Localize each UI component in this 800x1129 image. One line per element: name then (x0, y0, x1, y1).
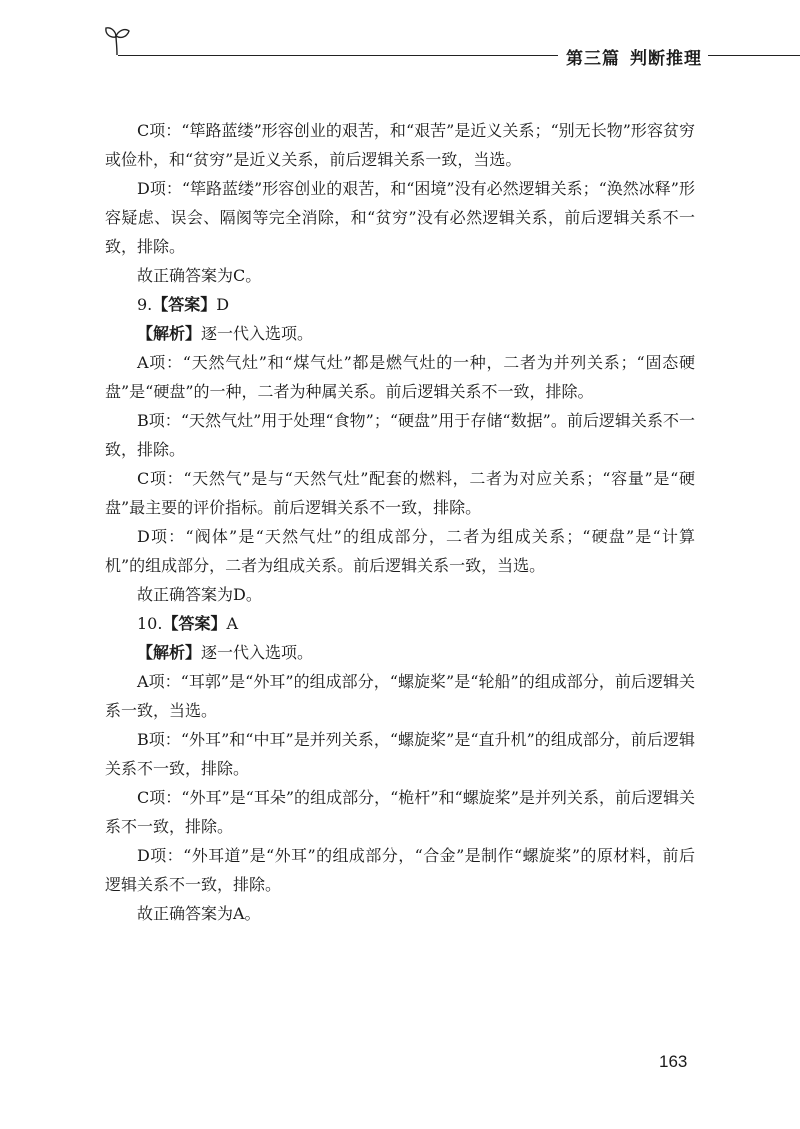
option-paragraph: D项：“外耳道”是“外耳”的组成部分，“合金”是制作“螺旋桨”的原材料，前后逻辑关系不一致，排除。 (105, 846, 695, 894)
conclusion: 故正确答案为C。 (137, 266, 262, 285)
header-rule-left (118, 55, 558, 56)
answer-value: D (216, 295, 230, 314)
section-number: 第三篇 (566, 49, 620, 69)
analysis-tag: 【解析】 (137, 643, 202, 662)
page-body (105, 116, 695, 928)
answer-tag: 【答案】 (162, 614, 227, 633)
answer-value: A (226, 614, 239, 633)
option-paragraph: B项：“天然气灶”用于处理“食物”；“硬盘”用于存储“数据”。前后逻辑关系不一致，排除。 (105, 411, 695, 459)
conclusion: 故正确答案为A。 (137, 904, 261, 923)
conclusion: 故正确答案为D。 (137, 585, 262, 604)
paragraph: C项：“筚路蓝缕”形容创业的艰苦，和“艰苦”是近义关系；“别无长物”形容贫穷或俭朴，和“贫穷”是近义关系，前后逻辑关系一致，当选。 (105, 121, 695, 169)
page-header (0, 0, 800, 80)
option-paragraph: B项：“外耳”和“中耳”是并列关系，“螺旋桨”是“直升机”的组成部分，前后逻辑关系不一致，排除。 (105, 730, 695, 778)
page-number: 163 (659, 1052, 688, 1071)
question-9-analysis (105, 319, 695, 348)
option-paragraph: A项：“天然气灶”和“煤气灶”都是燃气灶的一种，二者为并列关系；“固态硬盘”是“硬盘”的一种，二者为种属关系。前后逻辑关系不一致，排除。 (105, 353, 695, 401)
option-paragraph: D项：“阀体”是“天然气灶”的组成部分，二者为组成关系；“硬盘”是“计算机”的组成部分，二者为组成关系。前后逻辑关系一致，当选。 (105, 527, 695, 575)
option-paragraph: C项：“天然气”是与“天然气灶”配套的燃料，二者为对应关系；“容量”是“硬盘”最主要的评价指标。前后逻辑关系不一致，排除。 (105, 469, 695, 517)
analysis-intro: 逐一代入选项。 (201, 324, 314, 343)
header-rule-right (708, 55, 800, 56)
question-number: 9. (137, 295, 153, 314)
analysis-tag: 【解析】 (137, 324, 202, 343)
question-9-answer (105, 290, 695, 319)
question-number: 10. (137, 614, 163, 633)
paragraph: D项：“筚路蓝缕”形容创业的艰苦，和“困境”没有必然逻辑关系；“涣然冰释”形容疑虑、误会、隔阂等完全消除，和“贫穷”没有必然逻辑关系，前后逻辑关系不一致，排除。 (105, 179, 695, 256)
answer-tag: 【答案】 (152, 295, 217, 314)
option-paragraph: C项：“外耳”是“耳朵”的组成部分，“桅杆”和“螺旋桨”是并列关系，前后逻辑关系不一致，排除。 (105, 788, 695, 836)
section-title (566, 44, 712, 69)
question-10-answer (105, 609, 695, 638)
section-topic: 判断推理 (630, 49, 702, 69)
question-10-analysis (105, 638, 695, 667)
option-paragraph: A项：“耳郭”是“外耳”的组成部分，“螺旋桨”是“轮船”的组成部分，前后逻辑关系一致，当选。 (105, 672, 695, 720)
sprout-icon (104, 22, 130, 56)
analysis-intro: 逐一代入选项。 (201, 643, 314, 662)
